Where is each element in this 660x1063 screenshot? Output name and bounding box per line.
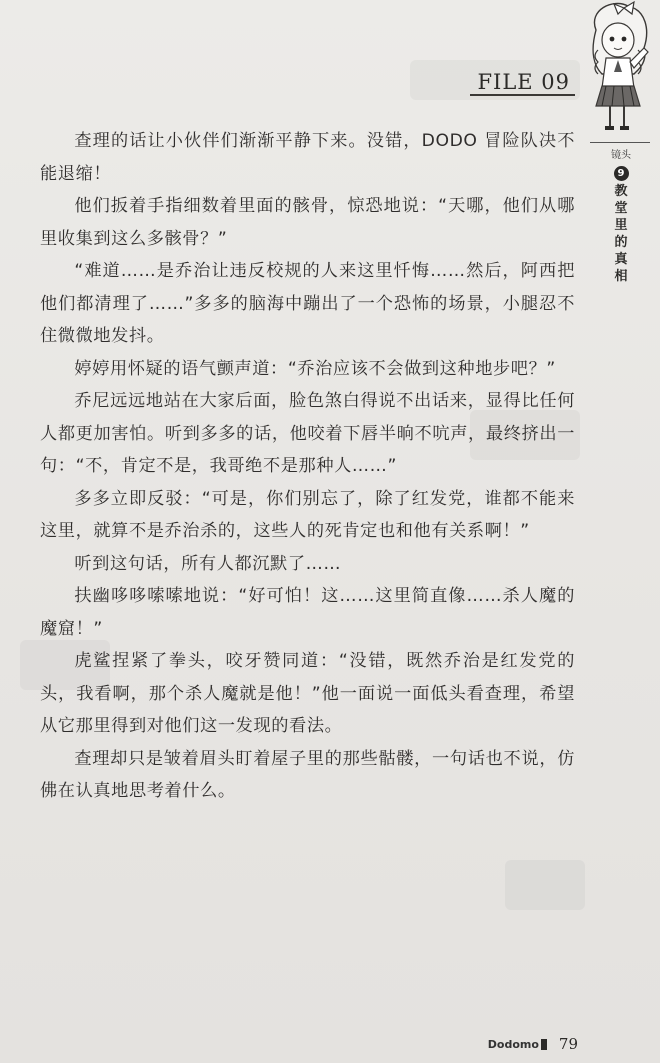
chapter-title: 教堂里的真相 [614, 184, 628, 284]
chapter-number-badge: 9 [614, 166, 629, 181]
bleed-through-block [505, 860, 585, 910]
chapter-label [602, 142, 640, 285]
body-text [40, 125, 575, 808]
paragraph: 他们扳着手指细数着里面的骸骨，惊恐地说：“天哪，他们从哪里收集到这么多骸骨？” [40, 196, 575, 249]
chapter-prefix: 镜头 [611, 150, 631, 161]
paragraph: 婷婷用怀疑的语气颤声道：“乔治应该不会做到这种地步吧？” [74, 358, 556, 379]
file-header [470, 66, 600, 96]
paragraph: “难道……是乔治让违反校规的人来这里忏悔……然后，阿西把他们都清理了……”多多的脑海中蹦出了一个恐怖的场景，小腿忍不住微微地发抖。 [40, 261, 575, 346]
file-label: FILE 09 [477, 70, 570, 94]
paragraph: 听到这句话，所有人都沉默了…… [74, 553, 342, 574]
header-underline [470, 94, 575, 96]
footer-mark-icon [541, 1039, 547, 1050]
footer-brand: Dodomo [487, 1037, 539, 1051]
paragraph: 扶幽哆哆嗦嗦地说：“好可怕！这……这里简直像……杀人魔的魔窟！” [40, 586, 575, 639]
paragraph: 查理的话让小伙伴们渐渐平静下来。没错，DODO 冒险队决不能退缩！ [40, 131, 575, 184]
paragraph: 乔尼远远地站在大家后面，脸色煞白得说不出话来，显得比任何人都更加害怕。听到多多的话，他咬着下唇半晌不吭声，最终挤出一句：“不，肯定不是，我哥绝不是那种人……” [40, 391, 575, 476]
paragraph: 虎鲨捏紧了拳头，咬牙赞同道：“没错，既然乔治是红发党的头，我看啊，那个杀人魔就是他！”他一面说一面低头看查理，希望从它那里得到对他们这一发现的看法。 [40, 651, 575, 736]
paragraph: 多多立即反驳：“可是，你们别忘了，除了红发党，谁都不能来这里，就算不是乔治杀的，这些人的死肯定也和他有关系啊！” [40, 488, 575, 541]
page-footer [488, 1034, 578, 1054]
page-number: 79 [558, 1035, 578, 1053]
paragraph: 查理却只是皱着眉头盯着屋子里的那些骷髅，一句话也不说，仿佛在认真地思考着什么。 [40, 748, 575, 801]
